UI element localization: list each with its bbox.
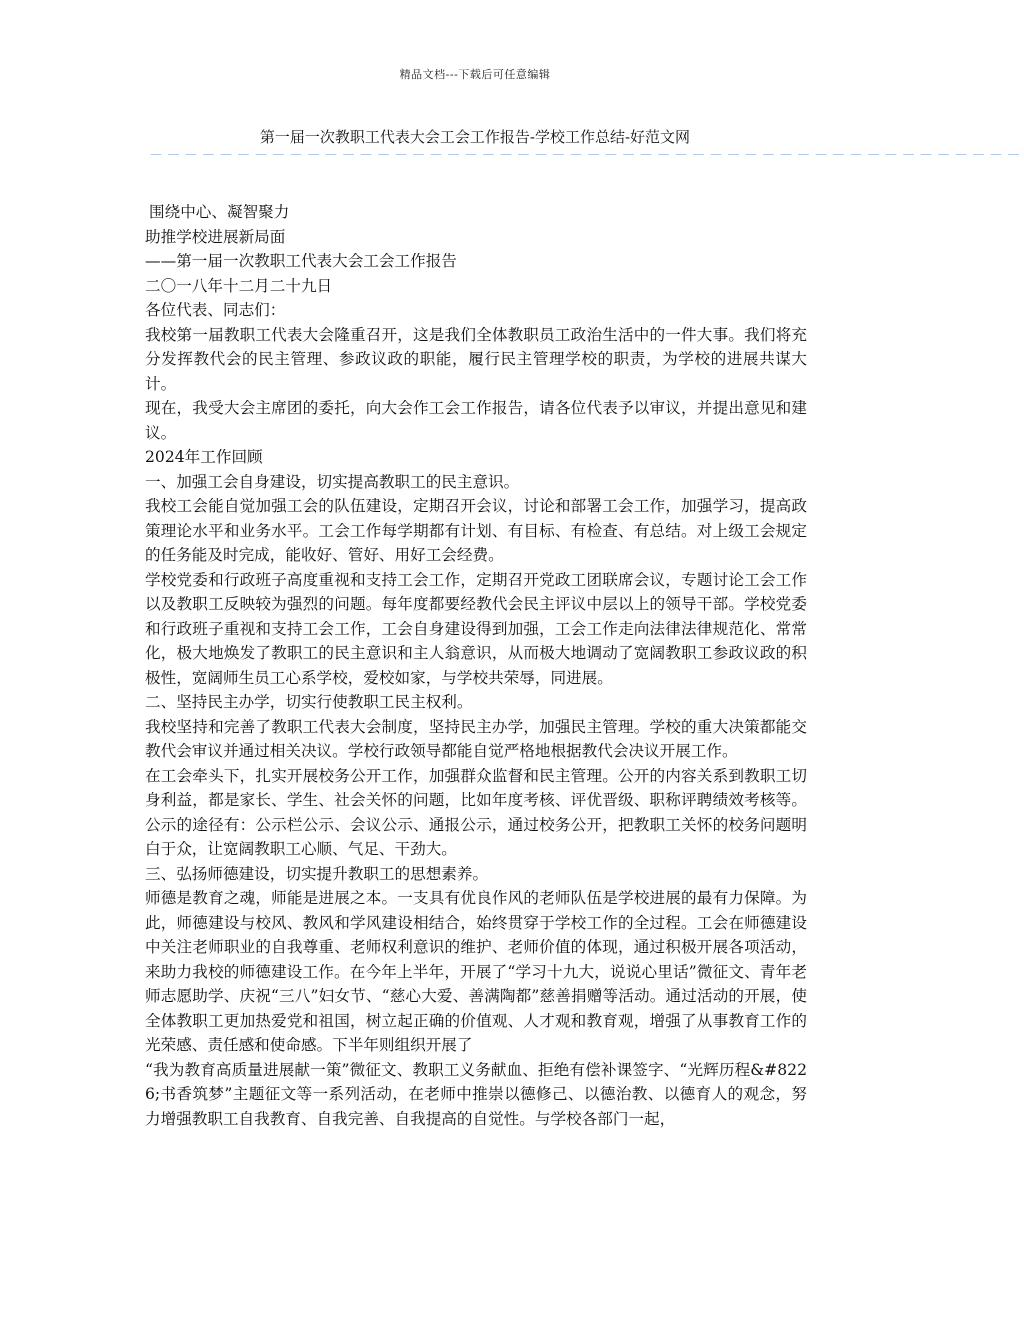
section-heading-3: 三、弘扬师德建设，切实提升教职工的思想素养。 bbox=[145, 864, 489, 883]
paragraph-intro: 我校第一届教职工代表大会隆重召开，这是我们全体教职员工政治生活中的一件大事。我们将充分发挥教代会的民主管理、参政议政的职能，履行民主管理学校的职责，为学校的进展共谋大计。 bbox=[145, 325, 807, 393]
title-divider: －－－－－－－－－－－－－－－－－－－－－－－－－－－－－－－－－－－－－－－－－－－－－－－－－－ bbox=[149, 148, 1024, 164]
section-heading-1: 一、加强工会自身建设，切实提高教职工的民主意识。 bbox=[145, 472, 520, 491]
salutation: 各位代表、同志们： bbox=[145, 301, 286, 319]
heading-line-1: 围绕中心、凝智聚力 bbox=[149, 203, 290, 221]
paragraph-2a: 我校坚持和完善了教职工代表大会制度，坚持民主办学，加强民主管理。学校的重大决策都能交教代会审议并通过相关决议。学校行政领导都能自觉严格地根据教代会决议开展工作。 bbox=[145, 717, 807, 760]
paragraph-delegation: 现在，我受大会主席团的委托，向大会作工会工作报告，请各位代表予以审议，并提出意见和建议。 bbox=[145, 399, 807, 442]
paragraph-1a: 我校工会能自觉加强工会的队伍建设，定期召开会议，讨论和部署工会工作，加强学习，提高政策理论水平和业务水平。工会工作每学期都有计划、有目标、有检查、有总结。对上级工会规定的任务能及时完成，能收好、管好、用好工会经费。 bbox=[145, 497, 807, 564]
paragraph-3a: 师德是教育之魂，师能是进展之本。一支具有优良作风的老师队伍是学校进展的最有力保障。为此，师德建设与校风、教风和学风建设相结合，始终贯穿于学校工作的全过程。工会在师德建设中关注老师职业的自我尊重、老师权利意识的维护、老师价值的体现，通过积极开展各项活动，来助力我校的师德建设工作。在今年上半年，开展了“学习十九大，说说心里话”微征文、青年老师志愿助学、庆祝“三八”妇女节、“慈心大爱、善满陶都”慈善捐赠等活动。通过活动的开展，使全体教职工更加热爱党和祖国，树立起正确的价值观、人才观和教育观，增强了从事教育工作的光荣感、责任感和使命感。下半年则组织开展了 bbox=[145, 889, 807, 1054]
section-heading-review: 2024年工作回顾 bbox=[145, 448, 263, 466]
section-heading-2: 二、坚持民主办学，切实行使教职工民主权利。 bbox=[145, 693, 473, 711]
heading-line-2: 助推学校进展新局面 bbox=[145, 227, 286, 246]
report-subtitle: ——第一届一次教职工代表大会工会工作报告 bbox=[145, 252, 457, 270]
paragraph-1b: 学校党委和行政班子高度重视和支持工会工作，定期召开党政工团联席会议，专题讨论工会工作以及教职工反映较为强烈的问题。每年度都要经教代会民主评议中层以上的领导干部。学校党委和行政班子重视和支持工会工作，工会自身建设得到加强，工会工作走向法律法律规范化、常常化，极大地焕发了教职工的民主意识和主人翁意识，从而极大地调动了宽阔教职工参政议政的积极性，宽阔师生员工心系学校，爱校如家，与学校共荣辱，同进展。 bbox=[145, 570, 807, 687]
document-body bbox=[145, 200, 807, 1131]
page-header-note: 精品文档---下载后可任意编辑 bbox=[399, 68, 551, 81]
report-date: 二〇一八年十二月二十九日 bbox=[145, 276, 333, 295]
paragraph-2b: 在工会牵头下，扎实开展校务公开工作，加强群众监督和民主管理。公开的内容关系到教职工切身利益，都是家长、学生、社会关怀的问题，比如年度考核、评优晋级、职称评聘绩效考核等。公示的途径有：公示栏公示、会议公示、通报公示，通过校务公开，把教职工关怀的校务问题明白于众，让宽阔教职工心顺、气足、干劲大。 bbox=[145, 766, 807, 858]
paragraph-3b: “我为教育高质量进展献一策”微征文、教职工义务献血、拒绝有偿补课签字、“光辉历程&#8226;书香筑梦”主题征文等一系列活动，在老师中推崇以德修己、以德治教、以德育人的观念，努力增强教职工自我教育、自我完善、自我提高的自觉性。与学校各部门一起， bbox=[145, 1060, 807, 1128]
document-title: 第一届一次教职工代表大会工会工作报告-学校工作总结-好范文网 bbox=[259, 128, 691, 146]
